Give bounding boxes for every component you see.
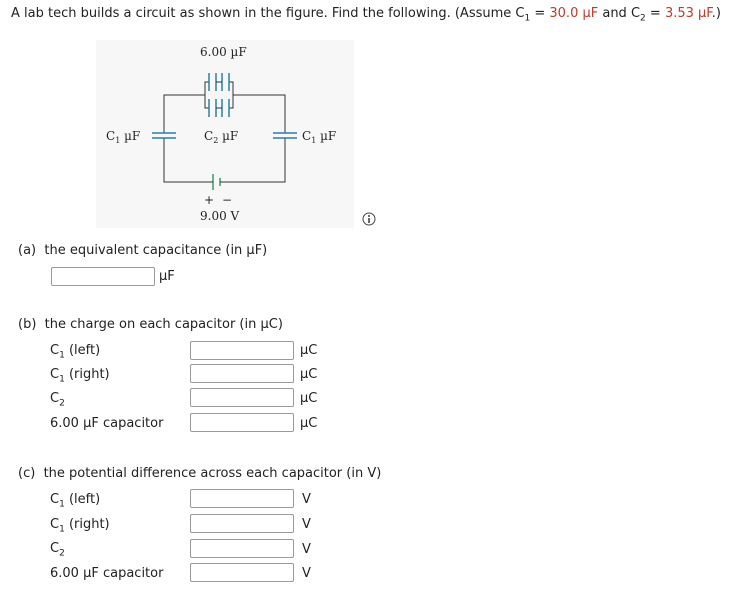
- voltage-c1-left-unit: V: [302, 492, 311, 507]
- voltage-c1-right-input[interactable]: [190, 514, 294, 533]
- charge-c2-unit: µC: [300, 391, 318, 406]
- c2-value: 3.53 µF: [664, 6, 712, 21]
- part-b-row-c2-label: $C_2$: [50, 391, 65, 409]
- info-circle-icon[interactable]: [362, 212, 376, 226]
- problem-statement: A lab tech builds a circuit as shown in the figure. Find the following. (Assume $C_1 = 30.0$ µF and $C_2 = 3.53$ µF.): [11, 6, 721, 24]
- equivalent-capacitance-input[interactable]: [51, 267, 155, 286]
- top-cap-label: 6.00 µF: [200, 45, 247, 59]
- charge-c1-left-unit: µC: [300, 343, 318, 358]
- part-c-row-c1-left-label: $C_1$ (left): [50, 492, 101, 510]
- battery-minus: −: [222, 193, 233, 207]
- part-c-row-c1-right-label: $C_1$ (right): [50, 517, 110, 535]
- charge-c1-right-input[interactable]: [190, 364, 294, 383]
- part-a-question: (a) the equivalent capacitance (in µF): [18, 243, 268, 258]
- c1-value: 30.0 µF: [549, 6, 599, 21]
- part-c-question: (c) the potential difference across each capacitor (in V): [18, 466, 382, 481]
- left-c1-label: $C_1$ µF: [106, 129, 141, 145]
- part-a-unit: µF: [159, 269, 175, 284]
- voltage-6uf-input[interactable]: [190, 563, 294, 582]
- battery-label: 9.00 V: [200, 209, 240, 223]
- circuit-figure: [96, 40, 354, 228]
- charge-c1-left-input[interactable]: [190, 341, 294, 360]
- part-b-row-6uf-label: 6.00 µF capacitor: [50, 416, 164, 431]
- c2-label: $C_2$ µF: [204, 129, 239, 145]
- voltage-c2-input[interactable]: [190, 539, 294, 558]
- charge-6uf-input[interactable]: [190, 413, 294, 432]
- voltage-c2-unit: V: [302, 542, 311, 557]
- battery-plus: +: [204, 193, 215, 207]
- charge-c1-right-unit: µC: [300, 367, 318, 382]
- voltage-c1-left-input[interactable]: [190, 489, 294, 508]
- charge-c2-input[interactable]: [190, 388, 294, 407]
- part-b-row-c1-right-label: $C_1$ (right): [50, 367, 110, 385]
- part-b-row-c1-left-label: $C_1$ (left): [50, 343, 101, 361]
- voltage-c1-right-unit: V: [302, 517, 311, 532]
- charge-6uf-unit: µC: [300, 416, 318, 431]
- right-c1-label: $C_1$ µF: [302, 129, 337, 145]
- part-b-question: (b) the charge on each capacitor (in µC): [18, 317, 283, 332]
- part-c-row-6uf-label: 6.00 µF capacitor: [50, 566, 164, 581]
- voltage-6uf-unit: V: [302, 566, 311, 581]
- part-c-row-c2-label: $C_2$: [50, 541, 65, 559]
